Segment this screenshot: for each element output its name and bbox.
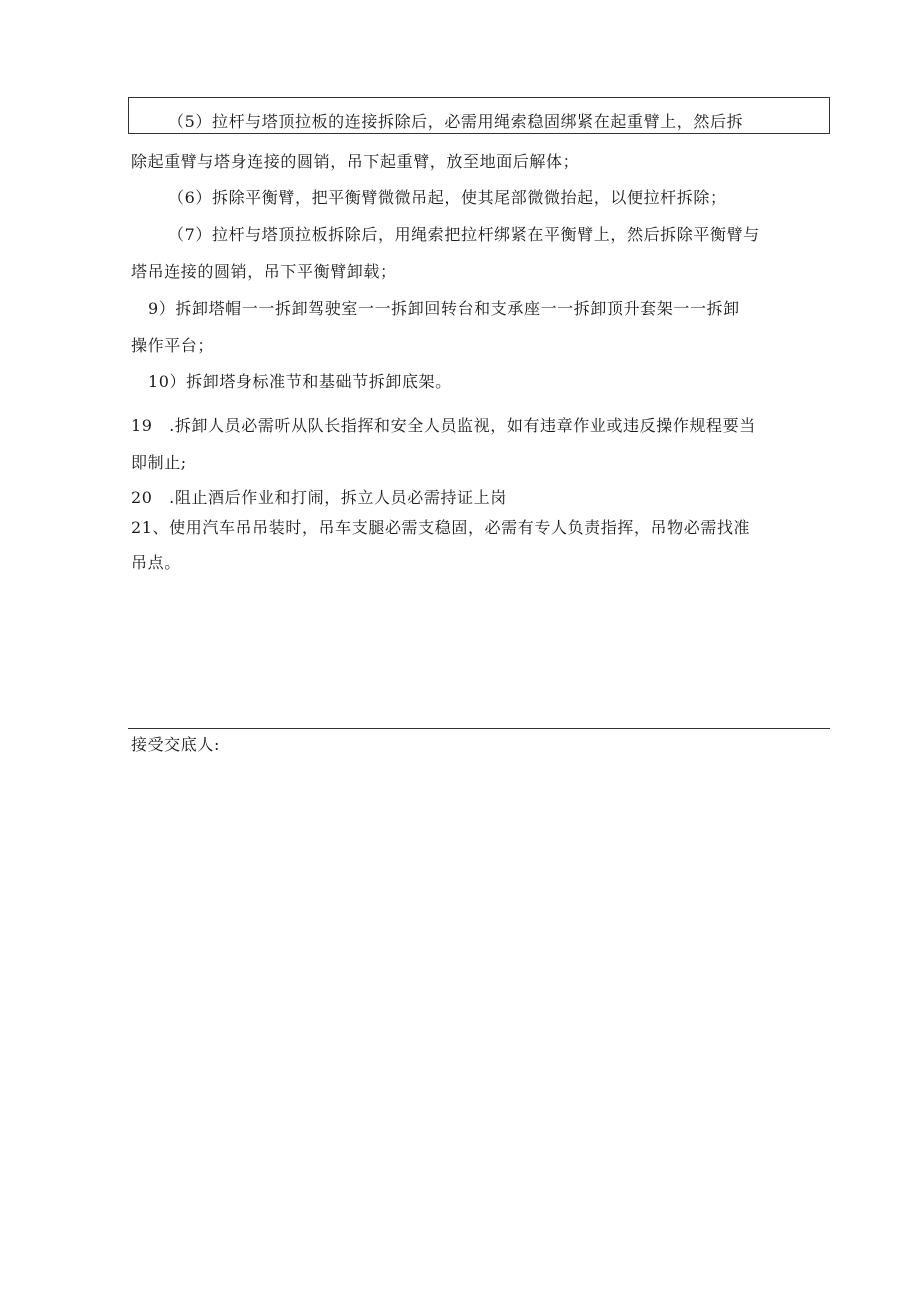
step-9-line-1: 9）拆卸塔帽一一拆卸驾驶室一一拆卸回转台和支承座一一拆卸顶升套架一一拆卸 xyxy=(148,299,740,318)
step-9-line-2: 操作平台； xyxy=(131,336,215,355)
step-10-line-1: 10）拆卸塔身标准节和基础节拆卸底架。 xyxy=(148,372,452,391)
step-7-line-1: （7）拉杆与塔顶拉板拆除后，用绳索把拉杆绑紧在平衡臂上，然后拆除平衡臂与 xyxy=(168,225,760,244)
step-5-line-2: 除起重臂与塔身连接的圆销，吊下起重臂，放至地面后解体； xyxy=(131,152,580,171)
signature-label: 接受交底人: xyxy=(131,735,220,754)
item-19-line-1: 19 .拆卸人员必需听从队长指挥和安全人员监视，如有违章作业或违反操作规程要当 xyxy=(131,416,756,435)
step-5-line-1: （5）拉杆与塔顶拉板的连接拆除后，必需用绳索稳固绑紧在起重臂上，然后拆 xyxy=(168,112,744,131)
step-6-line-1: （6）拆除平衡臂，把平衡臂微微吊起，使其尾部微微抬起，以便拉杆拆除； xyxy=(168,188,727,207)
item-20-line-1: 20 .阻止酒后作业和打闹，拆立人员必需持证上岗 xyxy=(131,488,507,507)
item-19-line-2: 即制止; xyxy=(131,453,187,472)
item-21-line-1: 21、使用汽车吊吊装时，吊车支腿必需支稳固，必需有专人负责指挥，吊物必需找准 xyxy=(131,518,751,537)
step-7-line-2: 塔吊连接的圆销，吊下平衡臂卸载； xyxy=(131,262,397,281)
item-21-line-2: 吊点。 xyxy=(131,553,181,572)
signature-divider xyxy=(128,728,830,729)
